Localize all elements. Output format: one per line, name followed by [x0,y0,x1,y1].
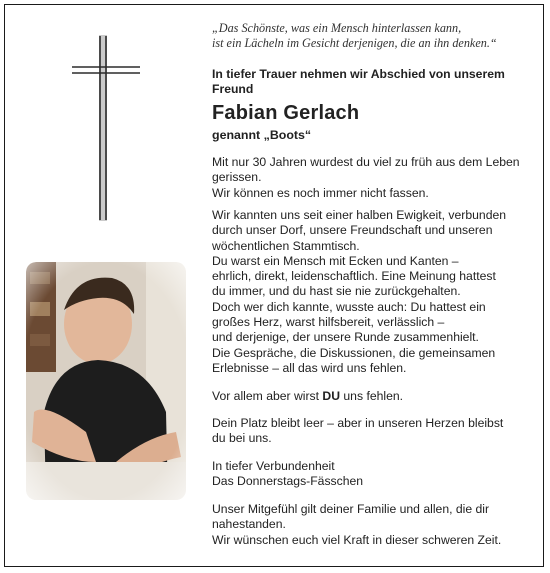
memorial-quote [212,21,532,51]
paragraph-2 [212,208,537,376]
text-line: Dein Platz bleibt leer – aber in unseren Herzen bleibst [212,416,504,430]
deceased-name: Fabian Gerlach [212,102,360,124]
text-line: ehrlich, direkt, leidenschaftlich. Eine Meinung hattest [212,269,496,284]
text-line: gerissen. [212,170,262,185]
portrait-photo [26,262,186,500]
paragraph-4 [212,416,537,447]
text-line: wöchentlichen Stammtisch. [212,238,360,253]
text-line: Wir wünschen euch viel Kraft in dieser schweren Zeit. [212,532,502,547]
paragraph-1 [212,155,537,201]
text-line: großes Herz, warst hilfsbereit, verlässlich – [212,315,445,330]
text-line: Doch wer dich kannte, wusste auch: Du hattest ein [212,299,486,314]
text-fragment: uns fehlen. [340,389,404,403]
intro-text [212,67,532,97]
text-line: In tiefer Verbundenheit [212,459,335,473]
text-line: Wir können es noch immer nicht fassen. [212,185,429,200]
text-line: und derjenige, der unsere Runde zusammenhielt. [212,330,479,345]
emphasis-text: DU [322,389,341,403]
text-line: Wir kannten uns seit einer halben Ewigkeit, verbunden [212,208,507,222]
text-line: Erlebnisse – all das wird uns fehlen. [212,360,407,375]
closing-signature [212,459,537,490]
text-fragment: Vor allem aber wirst [212,389,323,403]
cross-icon [70,34,142,222]
deceased-nickname: genannt „Boots“ [212,128,312,142]
text-line: Mit nur 30 Jahren wurdest du viel zu früh aus dem Leben [212,155,520,169]
text-line: Das Donnerstags-Fässchen [212,474,364,489]
paragraph-3 [212,389,537,404]
text-line: du immer, und du hast sie nie zurückgehalten. [212,284,461,299]
text-line: durch unser Dorf, unsere Freundschaft und unseren [212,223,493,238]
condolence-text [212,502,537,548]
quote-line: „Das Schönste, was ein Mensch hinterlassen kann, [212,21,462,35]
text-line: Du warst ein Mensch mit Ecken und Kanten – [212,253,459,268]
text-line: Die Gespräche, die Diskussionen, die gemeinsamen [212,345,496,360]
quote-line: ist ein Lächeln im Gesicht derjenigen, die an ihn denken.“ [212,36,497,50]
text-line: Unser Mitgefühl gilt deiner Familie und allen, die dir [212,502,490,516]
text-line: du bei uns. [212,431,272,446]
intro-line: Freund [212,82,254,96]
intro-line: In tiefer Trauer nehmen wir Abschied von unserem [212,67,505,81]
text-line: nahestanden. [212,517,286,532]
